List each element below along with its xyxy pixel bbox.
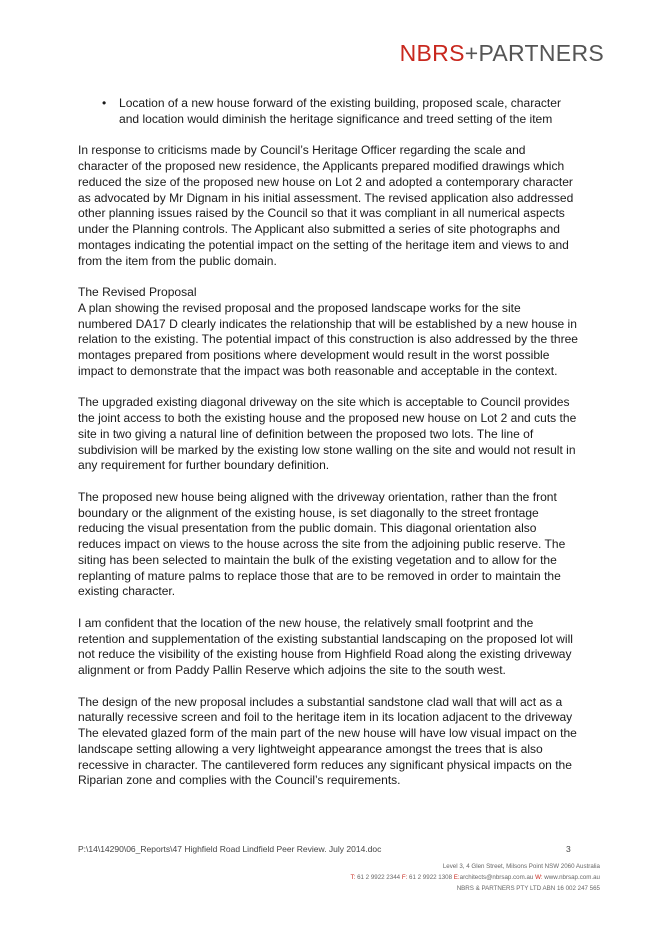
phone-label: T: — [350, 874, 356, 881]
bullet-text: Location of a new house forward of the existing building, proposed scale, character and location would diminish the heritage significance and treed setting of the item — [119, 96, 561, 126]
bullet-item — [78, 96, 578, 128]
fax-value: 61 2 9922 1308 — [409, 874, 453, 881]
footer-file-path: P:\14\14290\06_Reports\47 Highfield Road Lindfield Peer Review. July 2014.doc — [78, 844, 382, 854]
paragraph-1: In response to criticisms made by Council’s Heritage Officer regarding the scale and character of the proposed new residence, the Applicants prepared modified drawings which reduced the size of the proposed new house on Lot 2 and adopted a contemporary character as advocated by Mr Dignam in his initial assessment. The revised application also addressed other planning issues raised by the Council so that it was compliant in all numerical aspects under the Planning controls. The Applicant also submitted a series of site photographs and montages indicating the potential impact on the setting of the heritage item and views to and from the item from the public domain. — [78, 143, 574, 268]
email-label: E: — [453, 874, 460, 881]
footer-company: NBRS & PARTNERS PTY LTD ABN 16 002 247 565 — [456, 885, 600, 892]
logo-plus: + — [464, 40, 479, 66]
company-logo — [400, 42, 604, 65]
logo-nbrs: NBRS — [399, 40, 465, 66]
paragraph-3: The upgraded existing diagonal driveway on the site which is acceptable to Council provides the joint access to both the existing house and the proposed new house on Lot 2 and cuts the site in two giving a natural line of definition between the proposed two lots. The line of subdivision will be marked by the existing low stone walling on the site and would not result in any requirement for further boundary definition. — [78, 395, 577, 473]
web-label: W: — [535, 874, 543, 881]
email-value: architects@nbrsap.com.au — [459, 874, 534, 881]
phone-value: 61 2 9922 2344 — [357, 874, 401, 881]
paragraph-5: I am confident that the location of the new house, the relatively small footprint and the retention and supplementation of the existing substantial landscaping on the proposed lot will not reduce the visibility of the existing house from Highfield Road along the existing driveway alignment or from Paddy Pallin Reserve which adjoins the site to the south west. — [78, 615, 573, 677]
paragraph-4: The proposed new house being aligned with the driveway orientation, rather than the front boundary or the alignment of the existing house, is set diagonally to the street frontage reducing the visual presentation from the public domain. This diagonal orientation also reduces impact on views to the house across the site from the adjoining public reserve. The siting has been selected to maintain the bulk of the existing vegetation and to allow for the replanting of mature palms to replace those that are to be removed in order to maintain the existing character. — [78, 489, 566, 599]
footer-contacts — [351, 873, 600, 884]
paragraph-2: A plan showing the revised proposal and the proposed landscape works for the site numbered DA17 D clearly indicates the relationship that will be established by a new house in relation to the existing. The potential impact of this construction is also addressed by the three montages prepared from positions where development would result in the worst possible impact to demonstrate that the impact was both reasonable and acceptable in the context. — [78, 300, 579, 378]
footer-address: Level 3, 4 Glen Street, Milsons Point NSW 2060 Australia — [442, 863, 600, 870]
fax-label: F: — [401, 874, 408, 881]
bullet-icon: • — [102, 96, 107, 110]
section-heading: The Revised Proposal — [78, 285, 197, 299]
body-text — [78, 96, 578, 789]
paragraph-6: The design of the new proposal includes a substantial sandstone clad wall that will act as a naturally recessive screen and foil to the heritage item in its location adjacent to the driveway The elevated glazed form of the main part of the new house will have low visual impact on the landscape setting allowing a very lightweight appearance amongst the trees that is also recessive in character. The cantilevered form reduces any significant physical impacts on the Riparian zone and complies with the Council’s requirements. — [78, 694, 577, 788]
page-number: 3 — [566, 844, 571, 854]
logo-partners: PARTNERS — [478, 40, 604, 66]
web-value: www.nbrsap.com.au — [544, 874, 600, 881]
